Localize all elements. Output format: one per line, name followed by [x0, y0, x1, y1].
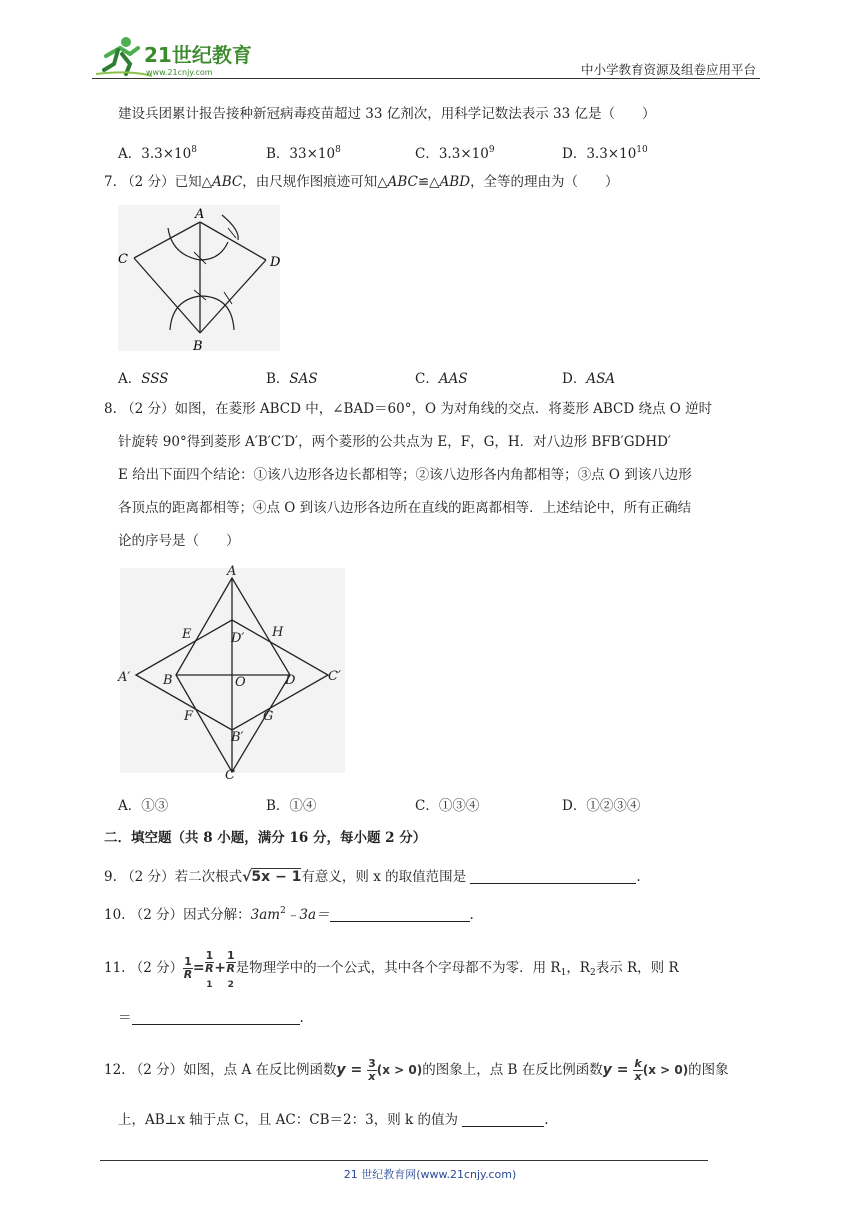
q7-construction-figure	[110, 200, 290, 355]
q7-stem: 7. （2 分）已知△ABC，由尺规作图痕迹可知△ABC≌△ABD，全等的理由为（ ）	[104, 174, 619, 190]
q11-answer-line: ＝ .	[118, 1010, 304, 1026]
label-A-prime: A′	[118, 670, 131, 685]
label-E: E	[182, 627, 192, 642]
site-logo	[92, 30, 262, 80]
label-D: D	[270, 255, 281, 270]
label-G: G	[263, 709, 274, 724]
sqrt-symbol: √5x − 1	[242, 869, 302, 885]
q12-line-2: 上，AB⊥x 轴于点 C，且 AC：CB＝2：3，则 k 的值为 .	[118, 1112, 549, 1128]
label-A: A	[195, 207, 205, 222]
label-O: O	[235, 675, 246, 690]
q8-line-4: 各顶点的距离都相等；④点 O 到该八边形各边所在直线的距离都相等．上述结论中，所有正确结	[118, 500, 692, 516]
q8-line-2: 针旋转 90°得到菱形 A′B′C′D′，两个菱形的公共点为 E，F，G，H．对八边形 BFB′GDHD′	[118, 434, 671, 450]
q8-line-5: 论的序号是（ ）	[118, 533, 240, 549]
q6-stem: 建设兵团累计报告接种新冠病毒疫苗超过 33 亿剂次，用科学记数法表示 33 亿是（ ）	[118, 106, 656, 122]
q8-option-d[interactable]: D．①②③④	[562, 798, 641, 814]
q6-option-b[interactable]: B．$33\times 10^8$	[266, 145, 341, 162]
q7-option-c[interactable]: C．AAS	[415, 371, 468, 387]
q11-answer-blank[interactable]	[132, 1010, 300, 1025]
label-A: A	[227, 564, 237, 579]
q8-line-3: E 给出下面四个结论：①该八边形各边长都相等；②该八边形各内角都相等；③点 O 到该八边形	[118, 467, 692, 483]
logo-text: 21世纪教育	[144, 43, 252, 67]
q8-option-b[interactable]: B．①④	[266, 798, 317, 814]
q9-answer-blank[interactable]	[470, 869, 636, 884]
label-B: B	[163, 673, 173, 688]
q10-stem: 10. （2 分）因式分解：$3am^2﹣3a=$ .	[104, 906, 474, 923]
q12-answer-blank[interactable]	[462, 1112, 544, 1127]
footer-divider	[100, 1160, 708, 1161]
platform-title: 中小学教育资源及组卷应用平台	[580, 62, 756, 77]
label-C: C	[225, 768, 235, 783]
label-D-prime: D′	[231, 631, 245, 646]
label-C-prime: C′	[328, 669, 341, 684]
q6-option-a[interactable]: A．$3.3\times 10^8$	[118, 145, 197, 162]
label-B-prime: B′	[231, 730, 244, 745]
q11-stem: 11. （2 分） $\frac{1}{R}$ = 1 R $_1$ + 1 R $_2$ 是物理学中的一个公式，其中各个字母都不为零．用 $R_1$，$R_2$表示 R，则 R	[104, 949, 679, 990]
header-divider	[92, 78, 760, 79]
label-B: B	[193, 339, 203, 354]
q6-option-c[interactable]: C．$3.3\times 10^9$	[415, 145, 495, 162]
q8-line-1: 8. （2 分）如图，在菱形 ABCD 中，∠BAD＝60°，O 为对角线的交点．将菱形 ABCD 绕点 O 逆时	[104, 401, 713, 417]
q7-option-b[interactable]: B．SAS	[266, 371, 318, 387]
footer-text[interactable]: 21 世纪教育网(www.21cnjy.com)	[343, 1168, 517, 1181]
q8-option-a[interactable]: A．①③	[118, 798, 169, 814]
runner-logo-icon	[92, 30, 262, 80]
q7-option-a[interactable]: A．SSS	[118, 371, 169, 387]
q9-radicand: 5x − 1	[251, 869, 302, 885]
section-2-title: 二．填空题（共 8 小题，满分 16 分，每小题 2 分）	[104, 830, 427, 846]
figure-background	[118, 205, 280, 351]
label-C: C	[118, 252, 128, 267]
q8-option-c[interactable]: C．①③④	[415, 798, 480, 814]
label-H: H	[272, 625, 284, 640]
q12-stem: 12. （2 分）如图，点 A 在反比例函数y = $\frac{3}{x}$ (x > 0)的图象上，点 B 在反比例函数y = $\frac{k}{x}$ (x > 0)的图象	[104, 1057, 729, 1083]
label-F: F	[184, 709, 194, 724]
q7-option-d[interactable]: D．ASA	[562, 371, 616, 387]
q10-answer-blank[interactable]	[330, 907, 470, 922]
logo-url: www.21cnjy.com	[146, 68, 213, 77]
q9-stem: 9. （2 分）若二次根式√5x − 1有意义，则 x 的取值范围是 .	[104, 869, 641, 885]
q8-rhombus-figure	[110, 560, 350, 785]
label-D: D	[285, 673, 296, 688]
q6-option-d[interactable]: D．$3.3\times 10^{10}$	[562, 145, 648, 162]
